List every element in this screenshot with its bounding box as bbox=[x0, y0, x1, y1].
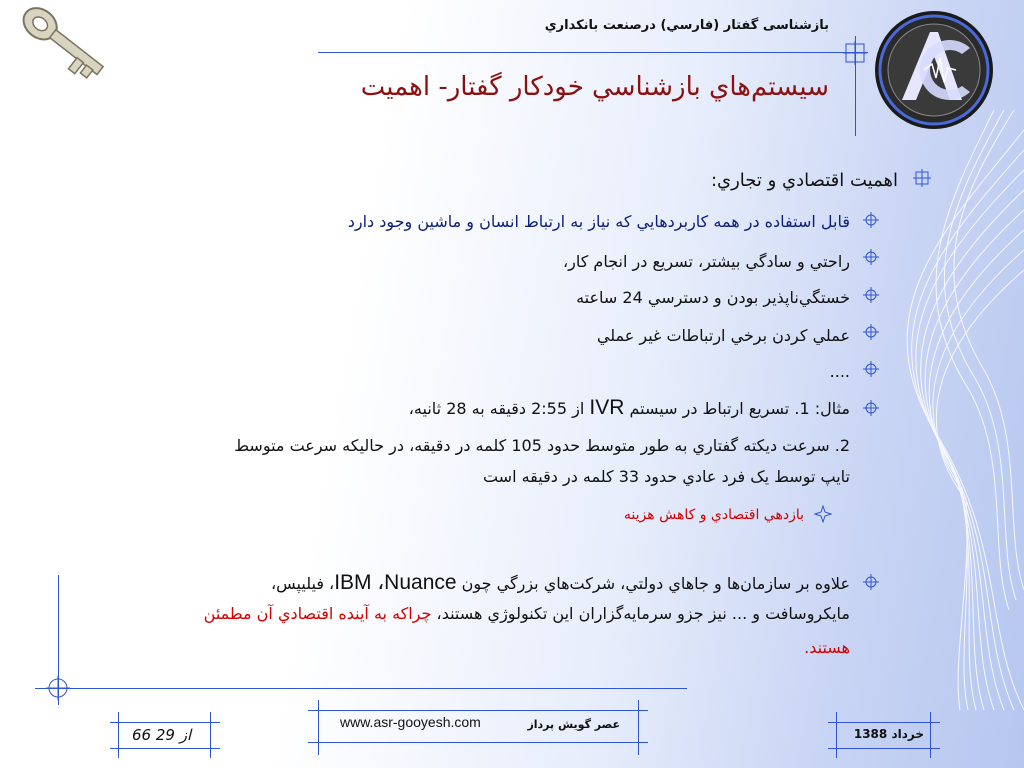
page-counter bbox=[132, 726, 191, 744]
list-item: خستگي‌ناپذير بودن و دسترسي 24 ساعته bbox=[576, 288, 850, 307]
paragraph-text-c: مايکروسافت و ... نيز جزو سرمايه‌گزاران اين تکنولوژي هستند، bbox=[436, 604, 850, 623]
paragraph-text-a: علاوه بر سازمان‌ها و جاهاي دولتي، شرکت‌هاي بزرگي چون bbox=[461, 574, 850, 593]
paragraph-line-3: هستند. bbox=[804, 638, 850, 657]
list-item: عملي کردن برخي ارتباطات غير عملي bbox=[596, 326, 850, 345]
company-name: عصر گويش پرداز bbox=[527, 718, 620, 731]
bottom-rule-line bbox=[35, 688, 687, 689]
paragraph-bullet-icon bbox=[862, 573, 880, 591]
footer-center-box bbox=[308, 700, 648, 755]
item-bullet-icon bbox=[862, 248, 880, 266]
item-bullet-icon bbox=[862, 286, 880, 304]
logo-circle-icon bbox=[872, 8, 996, 132]
example-line-3: تايپ توسط يک فرد عادي حدود 33 کلمه در دقيقه است bbox=[482, 467, 850, 486]
heading-bullet-icon bbox=[913, 169, 931, 187]
item-bullet-icon bbox=[862, 360, 880, 378]
example-text-a: مثال: 1. تسريع ارتباط در سيستم bbox=[629, 399, 850, 418]
highlight-text: بازدهي اقتصادي و کاهش هزينه bbox=[623, 507, 804, 523]
item-bullet-icon bbox=[862, 211, 880, 229]
example-text-b: از 2:55 دقيقه به 28 ثانيه، bbox=[408, 399, 585, 418]
paragraph-line-2 bbox=[204, 604, 850, 623]
list-item: .... bbox=[829, 362, 850, 381]
page-total: 66 bbox=[132, 726, 152, 744]
sparkle-icon bbox=[814, 505, 832, 523]
list-item: راحتي و سادگي بيشتر، تسريع در انجام کار، bbox=[562, 252, 850, 271]
company-logo bbox=[872, 8, 996, 132]
list-item: قابل استفاده در همه کاربردهايي که نياز به ارتباط انسان و ماشين وجود دارد bbox=[347, 212, 850, 231]
item-bullet-icon bbox=[862, 323, 880, 341]
footer-page-box bbox=[110, 712, 220, 758]
ivr-label: IVR bbox=[589, 396, 625, 419]
example-line-2: 2. سرعت ديکته گفتاري به طور متوسط حدود 105 کلمه در دقيقه، در حاليکه سرعت متوسط bbox=[234, 436, 850, 455]
website-link[interactable]: www.asr-gooyesh.com bbox=[340, 714, 481, 730]
example-bullet-icon bbox=[862, 399, 880, 417]
header-rule-line bbox=[318, 52, 868, 53]
paragraph-text-red: چراکه به آينده اقتصادي آن مطمئن bbox=[203, 604, 432, 623]
company-names: IBM ،Nuance bbox=[334, 571, 457, 594]
footer-date-box bbox=[828, 712, 940, 758]
page-subtitle: بازشناسی گفتار (فارسي) درصنعت بانکداري bbox=[544, 18, 829, 33]
crosshair-top-icon bbox=[843, 41, 867, 65]
crosshair-bottom-icon bbox=[46, 676, 70, 700]
section-heading: اهميت اقتصادي و تجاري: bbox=[710, 170, 898, 191]
footer-date: خرداد 1388 bbox=[853, 727, 924, 741]
example-line-1 bbox=[409, 396, 850, 420]
page-title: سيستم‌هاي بازشناسي خودکار گفتار- اهميت bbox=[360, 72, 829, 102]
page-number: 29 bbox=[155, 726, 175, 744]
key-icon bbox=[5, 2, 115, 102]
paragraph-line-1 bbox=[271, 570, 850, 595]
paragraph-text-b: ، فيليپس، bbox=[270, 574, 335, 593]
page-of: از bbox=[179, 726, 192, 744]
